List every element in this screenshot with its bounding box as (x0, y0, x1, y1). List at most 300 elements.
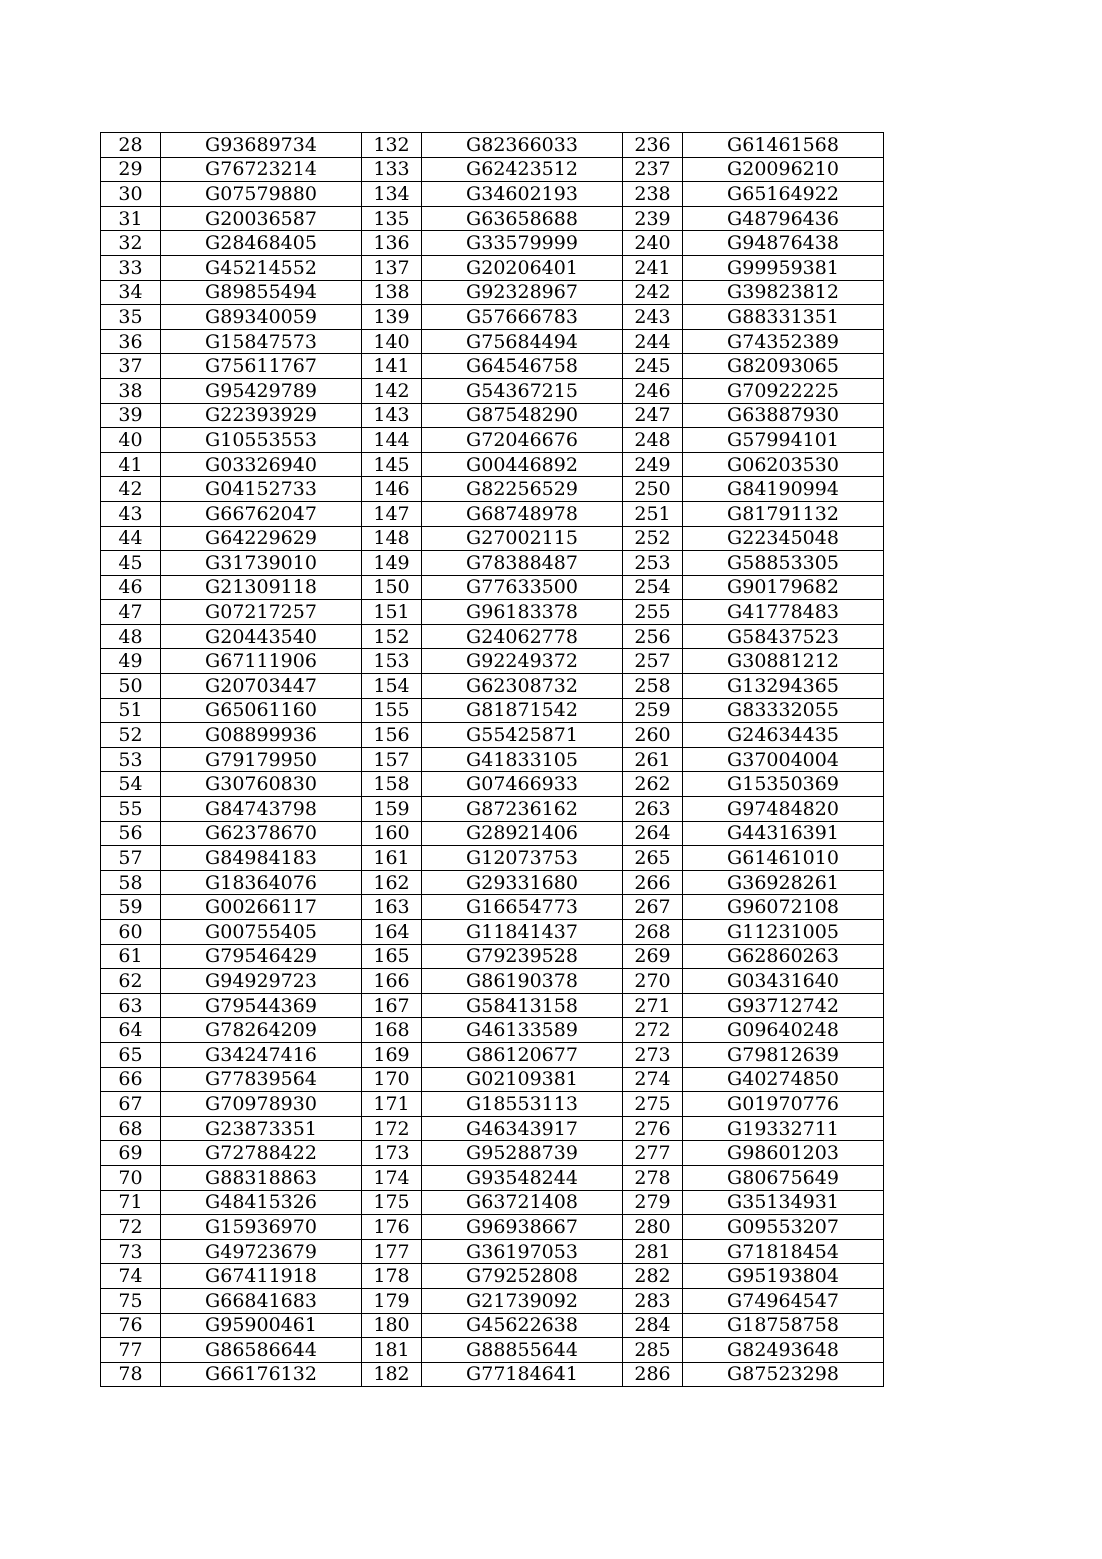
code-cell: G03326940 (161, 452, 362, 477)
table-row (101, 895, 884, 920)
row-number-cell: 135 (362, 206, 422, 231)
code-cell: G46133589 (422, 1018, 623, 1043)
code-cell: G93548244 (422, 1165, 623, 1190)
code-cell: G78388487 (422, 551, 623, 576)
row-number-cell: 162 (362, 870, 422, 895)
code-cell: G94929723 (161, 969, 362, 994)
code-cell: G62860263 (683, 944, 884, 969)
code-cell: G24634435 (683, 723, 884, 748)
table-row (101, 674, 884, 699)
code-cell: G62378670 (161, 821, 362, 846)
row-number-cell: 239 (623, 206, 683, 231)
table-row (101, 182, 884, 207)
code-cell: G92328967 (422, 280, 623, 305)
table-row (101, 1165, 884, 1190)
code-cell: G75684494 (422, 329, 623, 354)
table-row (101, 280, 884, 305)
row-number-cell: 241 (623, 255, 683, 280)
table-row (101, 1116, 884, 1141)
row-number-cell: 49 (101, 649, 161, 674)
table-row (101, 920, 884, 945)
row-number-cell: 132 (362, 133, 422, 158)
code-cell: G82493648 (683, 1338, 884, 1363)
code-cell: G20703447 (161, 674, 362, 699)
code-cell: G28921406 (422, 821, 623, 846)
code-cell: G58853305 (683, 551, 884, 576)
code-cell: G87236162 (422, 797, 623, 822)
row-number-cell: 164 (362, 920, 422, 945)
row-number-cell: 66 (101, 1067, 161, 1092)
code-cell: G57994101 (683, 428, 884, 453)
code-cell: G66762047 (161, 501, 362, 526)
row-number-cell: 38 (101, 378, 161, 403)
row-number-cell: 280 (623, 1215, 683, 1240)
row-number-cell: 144 (362, 428, 422, 453)
code-cell: G79239528 (422, 944, 623, 969)
code-cell: G95429789 (161, 378, 362, 403)
row-number-cell: 52 (101, 723, 161, 748)
table-row (101, 747, 884, 772)
code-cell: G92249372 (422, 649, 623, 674)
row-number-cell: 71 (101, 1190, 161, 1215)
row-number-cell: 157 (362, 747, 422, 772)
row-number-cell: 169 (362, 1042, 422, 1067)
code-cell: G88318863 (161, 1165, 362, 1190)
code-cell: G20036587 (161, 206, 362, 231)
row-number-cell: 69 (101, 1141, 161, 1166)
table-row (101, 1313, 884, 1338)
table-row (101, 624, 884, 649)
code-cell: G49723679 (161, 1239, 362, 1264)
row-number-cell: 273 (623, 1042, 683, 1067)
table-row (101, 649, 884, 674)
code-cell: G75611767 (161, 354, 362, 379)
code-cell: G06203530 (683, 452, 884, 477)
code-cell: G00446892 (422, 452, 623, 477)
code-cell: G29331680 (422, 870, 623, 895)
row-number-cell: 154 (362, 674, 422, 699)
table-row (101, 821, 884, 846)
codes-table (100, 132, 884, 1387)
row-number-cell: 255 (623, 600, 683, 625)
row-number-cell: 274 (623, 1067, 683, 1092)
row-number-cell: 171 (362, 1092, 422, 1117)
code-cell: G02109381 (422, 1067, 623, 1092)
table-row (101, 575, 884, 600)
row-number-cell: 249 (623, 452, 683, 477)
code-cell: G19332711 (683, 1116, 884, 1141)
code-cell: G54367215 (422, 378, 623, 403)
code-cell: G72046676 (422, 428, 623, 453)
code-cell: G74964547 (683, 1288, 884, 1313)
code-cell: G79179950 (161, 747, 362, 772)
code-cell: G87523298 (683, 1362, 884, 1387)
code-cell: G74352389 (683, 329, 884, 354)
row-number-cell: 242 (623, 280, 683, 305)
code-cell: G46343917 (422, 1116, 623, 1141)
row-number-cell: 59 (101, 895, 161, 920)
code-cell: G34602193 (422, 182, 623, 207)
row-number-cell: 278 (623, 1165, 683, 1190)
table-row (101, 501, 884, 526)
row-number-cell: 170 (362, 1067, 422, 1092)
row-number-cell: 240 (623, 231, 683, 256)
code-cell: G64546758 (422, 354, 623, 379)
row-number-cell: 133 (362, 157, 422, 182)
code-cell: G97484820 (683, 797, 884, 822)
row-number-cell: 48 (101, 624, 161, 649)
code-cell: G30760830 (161, 772, 362, 797)
row-number-cell: 283 (623, 1288, 683, 1313)
code-cell: G00266117 (161, 895, 362, 920)
code-cell: G80675649 (683, 1165, 884, 1190)
code-cell: G81791132 (683, 501, 884, 526)
row-number-cell: 266 (623, 870, 683, 895)
row-number-cell: 142 (362, 378, 422, 403)
code-cell: G27002115 (422, 526, 623, 551)
table-row (101, 231, 884, 256)
table-row (101, 969, 884, 994)
code-cell: G11841437 (422, 920, 623, 945)
row-number-cell: 37 (101, 354, 161, 379)
code-cell: G07579880 (161, 182, 362, 207)
code-cell: G95193804 (683, 1264, 884, 1289)
code-cell: G36197053 (422, 1239, 623, 1264)
row-number-cell: 145 (362, 452, 422, 477)
table-row (101, 133, 884, 158)
row-number-cell: 180 (362, 1313, 422, 1338)
table-row (101, 452, 884, 477)
row-number-cell: 33 (101, 255, 161, 280)
row-number-cell: 60 (101, 920, 161, 945)
code-cell: G22345048 (683, 526, 884, 551)
code-cell: G95900461 (161, 1313, 362, 1338)
code-cell: G57666783 (422, 305, 623, 330)
table-row (101, 1018, 884, 1043)
row-number-cell: 58 (101, 870, 161, 895)
row-number-cell: 156 (362, 723, 422, 748)
row-number-cell: 41 (101, 452, 161, 477)
row-number-cell: 246 (623, 378, 683, 403)
code-cell: G11231005 (683, 920, 884, 945)
code-cell: G16654773 (422, 895, 623, 920)
row-number-cell: 267 (623, 895, 683, 920)
code-cell: G48796436 (683, 206, 884, 231)
table-row (101, 1338, 884, 1363)
row-number-cell: 252 (623, 526, 683, 551)
table-row (101, 1141, 884, 1166)
row-number-cell: 64 (101, 1018, 161, 1043)
row-number-cell: 74 (101, 1264, 161, 1289)
code-cell: G36928261 (683, 870, 884, 895)
code-cell: G20206401 (422, 255, 623, 280)
code-cell: G61461568 (683, 133, 884, 158)
code-cell: G20096210 (683, 157, 884, 182)
row-number-cell: 247 (623, 403, 683, 428)
row-number-cell: 149 (362, 551, 422, 576)
row-number-cell: 286 (623, 1362, 683, 1387)
table-row (101, 944, 884, 969)
code-cell: G07217257 (161, 600, 362, 625)
table-row (101, 305, 884, 330)
code-cell: G65061160 (161, 698, 362, 723)
table-row (101, 698, 884, 723)
code-cell: G88855644 (422, 1338, 623, 1363)
row-number-cell: 260 (623, 723, 683, 748)
code-cell: G41833105 (422, 747, 623, 772)
code-cell: G77633500 (422, 575, 623, 600)
row-number-cell: 253 (623, 551, 683, 576)
row-number-cell: 68 (101, 1116, 161, 1141)
row-number-cell: 269 (623, 944, 683, 969)
row-number-cell: 175 (362, 1190, 422, 1215)
code-cell: G70922225 (683, 378, 884, 403)
code-cell: G79544369 (161, 993, 362, 1018)
row-number-cell: 137 (362, 255, 422, 280)
code-cell: G84743798 (161, 797, 362, 822)
row-number-cell: 279 (623, 1190, 683, 1215)
code-cell: G86190378 (422, 969, 623, 994)
code-cell: G22393929 (161, 403, 362, 428)
table-row (101, 1042, 884, 1067)
code-cell: G58413158 (422, 993, 623, 1018)
row-number-cell: 181 (362, 1338, 422, 1363)
row-number-cell: 53 (101, 747, 161, 772)
row-number-cell: 28 (101, 133, 161, 158)
row-number-cell: 256 (623, 624, 683, 649)
row-number-cell: 31 (101, 206, 161, 231)
row-number-cell: 268 (623, 920, 683, 945)
row-number-cell: 55 (101, 797, 161, 822)
code-cell: G70978930 (161, 1092, 362, 1117)
row-number-cell: 67 (101, 1092, 161, 1117)
code-cell: G31739010 (161, 551, 362, 576)
code-cell: G40274850 (683, 1067, 884, 1092)
code-cell: G84984183 (161, 846, 362, 871)
code-cell: G67411918 (161, 1264, 362, 1289)
code-cell: G34247416 (161, 1042, 362, 1067)
code-cell: G41778483 (683, 600, 884, 625)
row-number-cell: 282 (623, 1264, 683, 1289)
row-number-cell: 43 (101, 501, 161, 526)
code-cell: G45214552 (161, 255, 362, 280)
table-row (101, 551, 884, 576)
row-number-cell: 178 (362, 1264, 422, 1289)
row-number-cell: 77 (101, 1338, 161, 1363)
code-cell: G66841683 (161, 1288, 362, 1313)
code-cell: G28468405 (161, 231, 362, 256)
table-row (101, 206, 884, 231)
row-number-cell: 65 (101, 1042, 161, 1067)
row-number-cell: 51 (101, 698, 161, 723)
code-cell: G09640248 (683, 1018, 884, 1043)
row-number-cell: 152 (362, 624, 422, 649)
code-cell: G94876438 (683, 231, 884, 256)
row-number-cell: 134 (362, 182, 422, 207)
code-cell: G48415326 (161, 1190, 362, 1215)
row-number-cell: 270 (623, 969, 683, 994)
row-number-cell: 29 (101, 157, 161, 182)
row-number-cell: 34 (101, 280, 161, 305)
code-cell: G15350369 (683, 772, 884, 797)
code-cell: G86120677 (422, 1042, 623, 1067)
code-cell: G21739092 (422, 1288, 623, 1313)
table-row (101, 354, 884, 379)
code-cell: G84190994 (683, 477, 884, 502)
code-cell: G44316391 (683, 821, 884, 846)
row-number-cell: 75 (101, 1288, 161, 1313)
table-row (101, 477, 884, 502)
code-cell: G68748978 (422, 501, 623, 526)
code-cell: G82366033 (422, 133, 623, 158)
code-cell: G82093065 (683, 354, 884, 379)
row-number-cell: 62 (101, 969, 161, 994)
row-number-cell: 78 (101, 1362, 161, 1387)
code-cell: G62308732 (422, 674, 623, 699)
row-number-cell: 30 (101, 182, 161, 207)
code-cell: G01970776 (683, 1092, 884, 1117)
row-number-cell: 237 (623, 157, 683, 182)
row-number-cell: 141 (362, 354, 422, 379)
code-cell: G89340059 (161, 305, 362, 330)
code-cell: G99959381 (683, 255, 884, 280)
row-number-cell: 176 (362, 1215, 422, 1240)
code-cell: G67111906 (161, 649, 362, 674)
table-row (101, 870, 884, 895)
row-number-cell: 262 (623, 772, 683, 797)
row-number-cell: 243 (623, 305, 683, 330)
code-cell: G65164922 (683, 182, 884, 207)
code-cell: G64229629 (161, 526, 362, 551)
code-cell: G15936970 (161, 1215, 362, 1240)
row-number-cell: 150 (362, 575, 422, 600)
row-number-cell: 46 (101, 575, 161, 600)
row-number-cell: 166 (362, 969, 422, 994)
row-number-cell: 264 (623, 821, 683, 846)
code-cell: G77839564 (161, 1067, 362, 1092)
row-number-cell: 139 (362, 305, 422, 330)
row-number-cell: 179 (362, 1288, 422, 1313)
code-cell: G33579999 (422, 231, 623, 256)
code-cell: G03431640 (683, 969, 884, 994)
row-number-cell: 158 (362, 772, 422, 797)
code-cell: G79546429 (161, 944, 362, 969)
row-number-cell: 167 (362, 993, 422, 1018)
table-row (101, 1362, 884, 1387)
row-number-cell: 168 (362, 1018, 422, 1043)
row-number-cell: 261 (623, 747, 683, 772)
row-number-cell: 44 (101, 526, 161, 551)
row-number-cell: 276 (623, 1116, 683, 1141)
row-number-cell: 285 (623, 1338, 683, 1363)
table-row (101, 846, 884, 871)
code-cell: G77184641 (422, 1362, 623, 1387)
row-number-cell: 250 (623, 477, 683, 502)
code-cell: G93712742 (683, 993, 884, 1018)
row-number-cell: 155 (362, 698, 422, 723)
table-row (101, 600, 884, 625)
code-cell: G63721408 (422, 1190, 623, 1215)
row-number-cell: 39 (101, 403, 161, 428)
code-cell: G12073753 (422, 846, 623, 871)
row-number-cell: 63 (101, 993, 161, 1018)
code-cell: G08899936 (161, 723, 362, 748)
code-cell: G61461010 (683, 846, 884, 871)
table-row (101, 1190, 884, 1215)
row-number-cell: 163 (362, 895, 422, 920)
table-row (101, 1288, 884, 1313)
code-cell: G86586644 (161, 1338, 362, 1363)
row-number-cell: 35 (101, 305, 161, 330)
code-cell: G39823812 (683, 280, 884, 305)
row-number-cell: 42 (101, 477, 161, 502)
code-cell: G96183378 (422, 600, 623, 625)
code-cell: G04152733 (161, 477, 362, 502)
table-row (101, 797, 884, 822)
row-number-cell: 244 (623, 329, 683, 354)
row-number-cell: 172 (362, 1116, 422, 1141)
codes-table-body (101, 133, 884, 1387)
code-cell: G35134931 (683, 1190, 884, 1215)
row-number-cell: 272 (623, 1018, 683, 1043)
row-number-cell: 161 (362, 846, 422, 871)
row-number-cell: 146 (362, 477, 422, 502)
code-cell: G78264209 (161, 1018, 362, 1043)
row-number-cell: 236 (623, 133, 683, 158)
code-cell: G10553553 (161, 428, 362, 453)
row-number-cell: 136 (362, 231, 422, 256)
code-cell: G89855494 (161, 280, 362, 305)
table-row (101, 157, 884, 182)
code-cell: G09553207 (683, 1215, 884, 1240)
code-cell: G79252808 (422, 1264, 623, 1289)
code-cell: G37004004 (683, 747, 884, 772)
row-number-cell: 138 (362, 280, 422, 305)
row-number-cell: 36 (101, 329, 161, 354)
row-number-cell: 251 (623, 501, 683, 526)
row-number-cell: 70 (101, 1165, 161, 1190)
code-cell: G07466933 (422, 772, 623, 797)
row-number-cell: 275 (623, 1092, 683, 1117)
code-cell: G62423512 (422, 157, 623, 182)
code-cell: G98601203 (683, 1141, 884, 1166)
code-cell: G45622638 (422, 1313, 623, 1338)
table-row (101, 1239, 884, 1264)
code-cell: G66176132 (161, 1362, 362, 1387)
row-number-cell: 140 (362, 329, 422, 354)
row-number-cell: 147 (362, 501, 422, 526)
table-row (101, 1215, 884, 1240)
row-number-cell: 76 (101, 1313, 161, 1338)
row-number-cell: 173 (362, 1141, 422, 1166)
row-number-cell: 182 (362, 1362, 422, 1387)
code-cell: G63887930 (683, 403, 884, 428)
table-row (101, 403, 884, 428)
table-row (101, 772, 884, 797)
table-row (101, 1264, 884, 1289)
row-number-cell: 47 (101, 600, 161, 625)
code-cell: G96072108 (683, 895, 884, 920)
code-cell: G00755405 (161, 920, 362, 945)
code-cell: G79812639 (683, 1042, 884, 1067)
code-cell: G83332055 (683, 698, 884, 723)
row-number-cell: 174 (362, 1165, 422, 1190)
table-row (101, 1067, 884, 1092)
code-cell: G21309118 (161, 575, 362, 600)
code-cell: G18364076 (161, 870, 362, 895)
code-cell: G81871542 (422, 698, 623, 723)
row-number-cell: 259 (623, 698, 683, 723)
